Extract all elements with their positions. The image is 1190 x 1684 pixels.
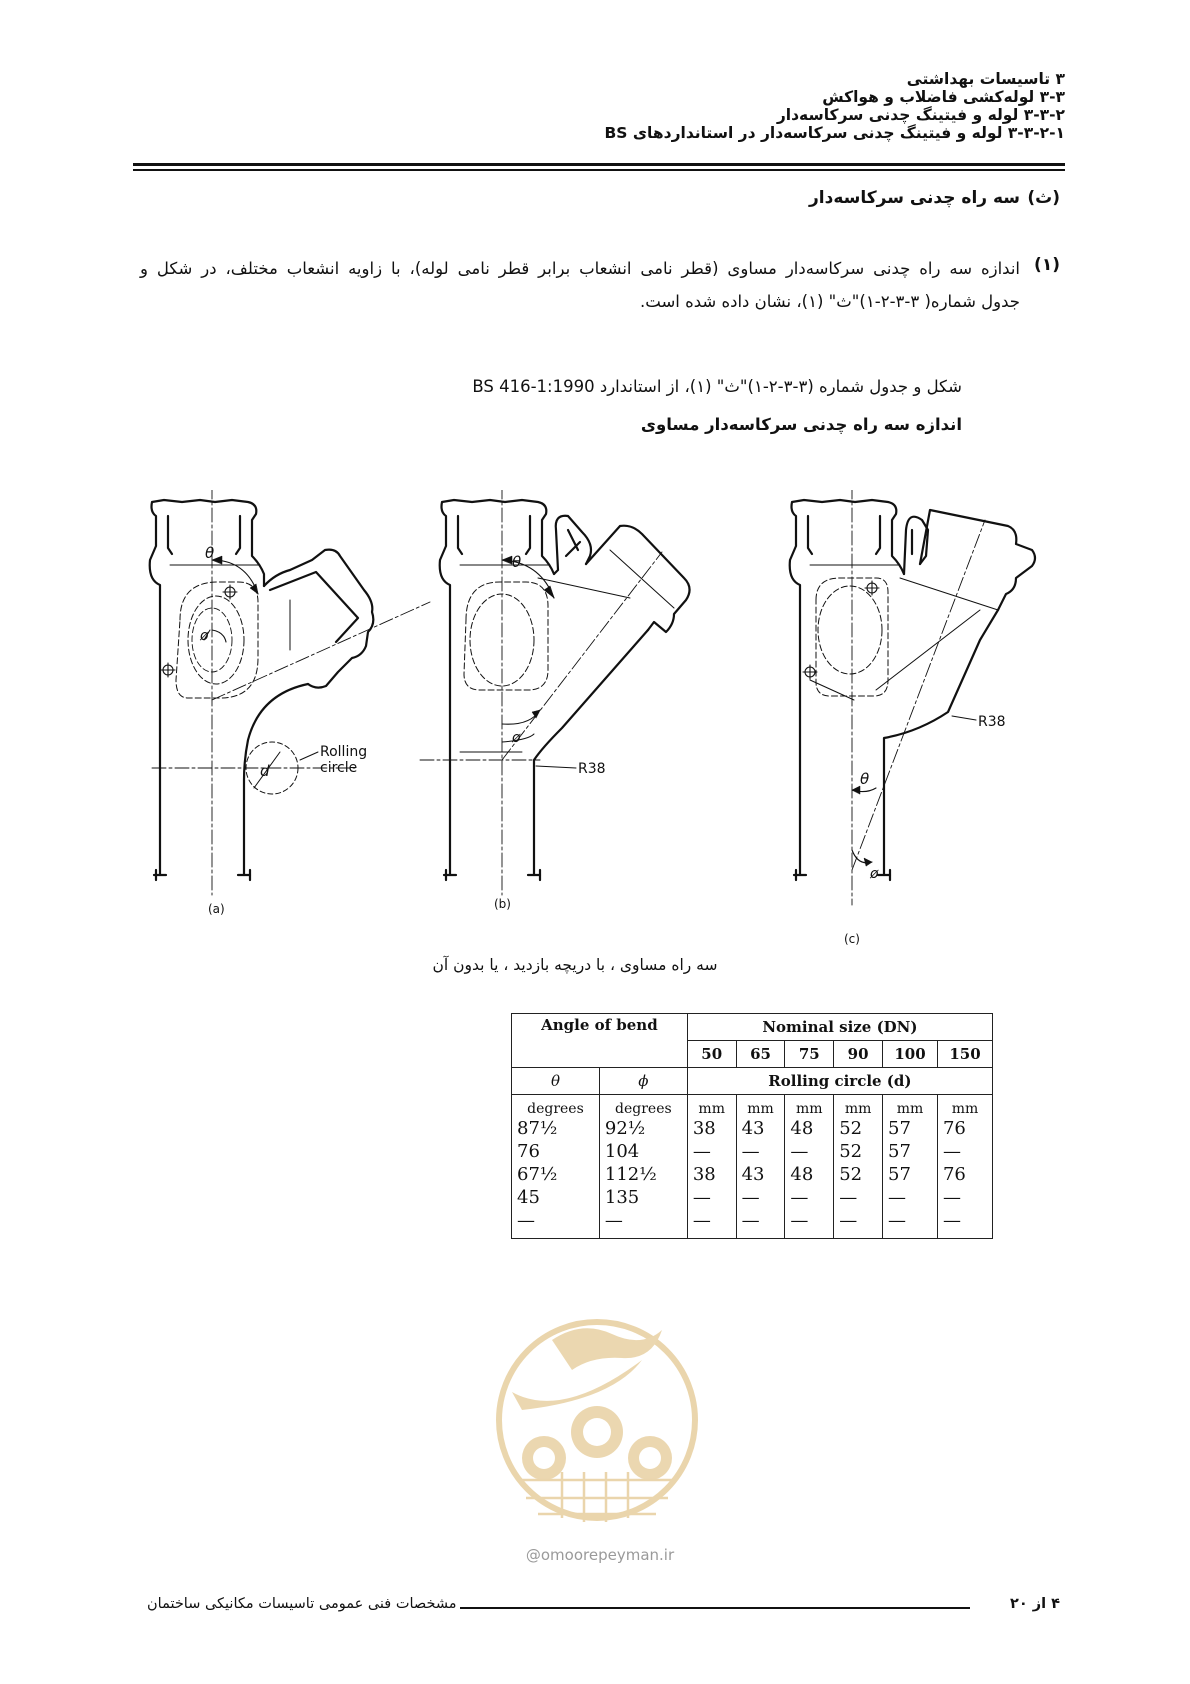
header-rule-thin (133, 169, 1065, 171)
paragraph-text (140, 252, 1020, 318)
section-title: سه راه چدنی سرکاسه‌دار (808, 188, 1020, 208)
table-row (512, 1186, 993, 1209)
table-cell: — (937, 1140, 992, 1163)
table-cell: 135 (599, 1186, 687, 1209)
table-cell: 87½ (512, 1117, 600, 1140)
drawing-b (420, 490, 690, 911)
table-cell: 52 (834, 1117, 883, 1140)
table-cell: 67½ (512, 1163, 600, 1186)
unit-cell: mm (834, 1095, 883, 1118)
unit-cell: mm (785, 1095, 834, 1118)
unit-cell: degrees (512, 1095, 600, 1118)
unit-cell: mm (687, 1095, 736, 1118)
table-cell: — (834, 1186, 883, 1209)
paragraph-line-2: جدول شماره( ۳-۳-۲-۱)"ث" (۱)، نشان داده شده است. (640, 292, 1020, 311)
size-header: 90 (834, 1041, 883, 1068)
table-cell: — (687, 1140, 736, 1163)
table-cell: — (687, 1209, 736, 1239)
unit-cell: degrees (599, 1095, 687, 1118)
table-cell: — (785, 1140, 834, 1163)
table-cell: 38 (687, 1117, 736, 1140)
tee-drawings (140, 490, 1070, 960)
label-b-r38: R38 (578, 761, 606, 777)
footer-page-number: ۴ از ۲۰ (1010, 1596, 1060, 1612)
table-cell: 38 (687, 1163, 736, 1186)
table-cell: 43 (736, 1163, 785, 1186)
label-a: (a) (208, 902, 225, 916)
table-cell: — (599, 1209, 687, 1239)
size-header: 150 (937, 1041, 992, 1068)
header-line-4: ۳-۳-۲-۱ لوله و فیتینگ چدنی سرکاسه‌دار در استانداردهای BS (604, 124, 1065, 142)
table-cell: — (834, 1209, 883, 1239)
size-header: 65 (736, 1041, 785, 1068)
label-b-phi: ø (512, 730, 521, 746)
table-cell: — (937, 1209, 992, 1239)
label-b: (b) (494, 897, 511, 911)
table-cell: — (883, 1186, 938, 1209)
header-line-2: ۳-۳ لوله‌کشی فاضلاب و هواکش (822, 88, 1065, 106)
unit-cell: mm (937, 1095, 992, 1118)
label-c-phi: ø (870, 866, 879, 882)
table-cell: — (736, 1209, 785, 1239)
table-cell: 76 (937, 1117, 992, 1140)
angle-header: Angle of bend (512, 1014, 688, 1068)
table-cell: — (687, 1186, 736, 1209)
label-c-theta: θ (860, 770, 870, 788)
table-cell: 57 (883, 1117, 938, 1140)
drawing-caption: سه راه مساوی ، با دریچه بازدید ، یا بدون آن (432, 956, 718, 974)
label-rolling: Rolling (320, 744, 368, 760)
phi-header: ϕ (599, 1068, 687, 1095)
header-line-3: ۳-۳-۲ لوله و فیتینگ چدنی سرکاسه‌دار (776, 106, 1065, 124)
drawing-a (150, 490, 430, 916)
size-header: 100 (883, 1041, 938, 1068)
label-a-theta: θ (205, 544, 215, 562)
header-rule-thick (133, 163, 1065, 166)
table-cell: 45 (512, 1186, 600, 1209)
theta-header: θ (512, 1068, 600, 1095)
table-cell: — (785, 1209, 834, 1239)
table-cell: 52 (834, 1163, 883, 1186)
watermark-url: @omoorepeyman.ir (525, 1546, 675, 1564)
section-letter: (ث) (1027, 188, 1060, 208)
footer-rule (460, 1607, 970, 1609)
label-a-phi: ø (200, 628, 209, 644)
label-c-r38: R38 (978, 714, 1006, 730)
figure-caption: شکل و جدول شماره (۳-۳-۲-۱)"ث" (۱)، از استاندارد BS 416-1:1990 (472, 377, 962, 396)
watermark-logo (492, 1300, 702, 1540)
table-cell: — (736, 1186, 785, 1209)
unit-cell: mm (883, 1095, 938, 1118)
table-cell: 57 (883, 1140, 938, 1163)
table-cell: 57 (883, 1163, 938, 1186)
table-cell: 76 (937, 1163, 992, 1186)
table-cell: — (937, 1186, 992, 1209)
rolling-header: Rolling circle (d) (687, 1068, 992, 1095)
table-row (512, 1209, 993, 1239)
figure-subcaption: اندازه سه راه چدنی سرکاسه‌دار مساوی (640, 415, 962, 434)
nominal-header: Nominal size (DN) (687, 1014, 992, 1041)
drawing-c (790, 490, 1035, 946)
table-cell: — (883, 1209, 938, 1239)
table-cell: — (785, 1186, 834, 1209)
label-a-d: d (260, 762, 270, 780)
paragraph-line-1: اندازه سه راه چدنی سرکاسه‌دار مساوی (قطر نامی انشعاب برابر قطر نامی لوله)، با زاویه انشعاب مختلف، در شکل و (140, 259, 1020, 278)
paragraph-number: (۱) (1034, 255, 1060, 275)
unit-cell: mm (736, 1095, 785, 1118)
table-cell: 112½ (599, 1163, 687, 1186)
label-b-theta: θ (512, 553, 522, 571)
footer-document-title: مشخصات فنی عمومی تاسیسات مکانیکی ساختمان (147, 1596, 457, 1612)
header-line-1: ۳ تاسیسات بهداشتی (906, 70, 1065, 88)
table-cell: 76 (512, 1140, 600, 1163)
table-cell: 48 (785, 1117, 834, 1140)
table-cell: 104 (599, 1140, 687, 1163)
table-cell: 48 (785, 1163, 834, 1186)
table-row (512, 1117, 993, 1140)
table-cell: 43 (736, 1117, 785, 1140)
table-cell: — (512, 1209, 600, 1239)
table-row (512, 1140, 993, 1163)
label-circle: circle (320, 760, 358, 776)
page-header (125, 70, 1065, 142)
label-c: (c) (844, 932, 860, 946)
table-cell: — (736, 1140, 785, 1163)
table-row (512, 1163, 993, 1186)
table-cell: 52 (834, 1140, 883, 1163)
table-cell: 92½ (599, 1117, 687, 1140)
size-header: 75 (785, 1041, 834, 1068)
dimension-table (511, 1013, 993, 1239)
size-header: 50 (687, 1041, 736, 1068)
